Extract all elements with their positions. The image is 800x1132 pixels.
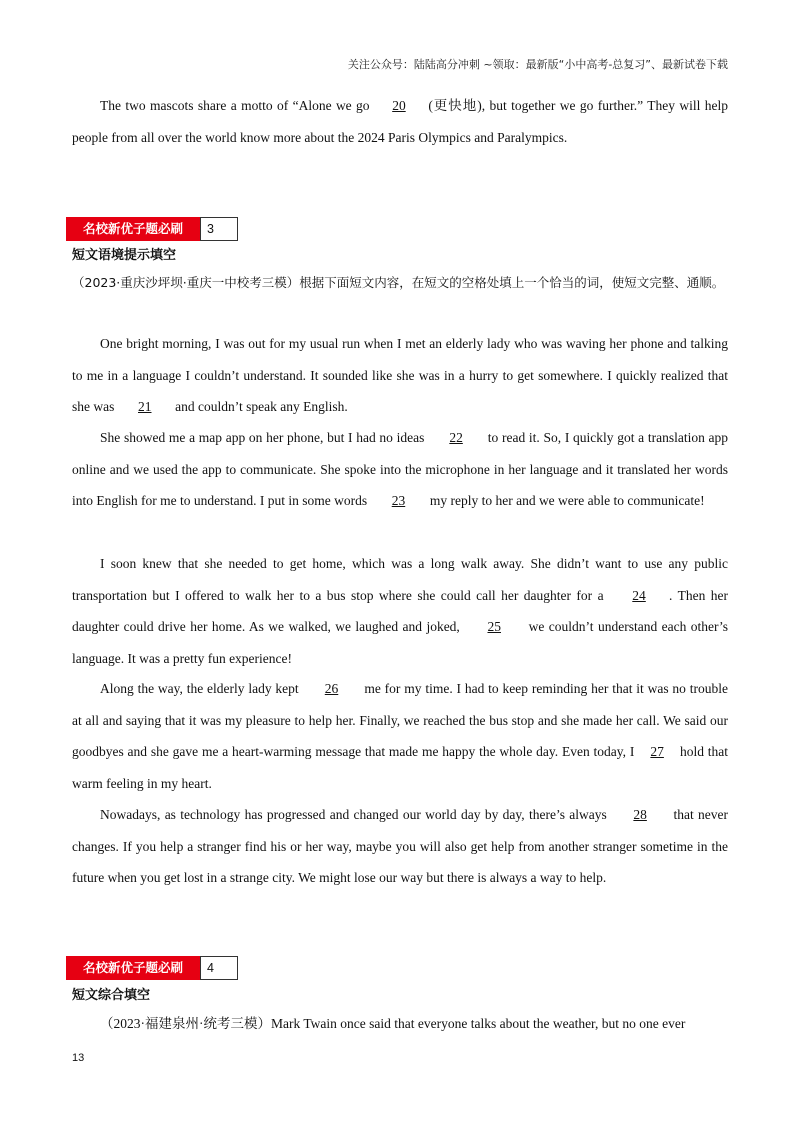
- passage-paragraph-3: [72, 548, 728, 674]
- section-tag-4: [66, 956, 238, 980]
- blank-26[interactable]: 26: [324, 681, 339, 696]
- blank-22[interactable]: 22: [449, 430, 463, 445]
- blank-24[interactable]: 24: [632, 587, 646, 603]
- text-segment: . Then her daughter could drive her home. As we walked, we laughed and joked,: [72, 587, 728, 635]
- text-segment: me for my time. I had to keep reminding her that it was no trouble at all and saying that it was my pleasure to help her. Finally, we reached the bus stop and she made her call. We said our goodbyes and she gave me a heart-warming message that made me happy the whole day. Even today, I: [72, 681, 729, 760]
- text-segment: and couldn’t speak any English.: [175, 399, 348, 415]
- text-segment: She showed me a map app on her phone, but I had no ideas: [100, 430, 425, 445]
- passage-paragraph-2: [72, 422, 728, 517]
- text-segment: (更快地), but together we go further.” They will help people from all over the world know more about the 2024 Paris Olympics and Paralympics.: [72, 98, 728, 145]
- section-tag-label: 名校新优子题必刷: [66, 956, 200, 980]
- blank-25[interactable]: 25: [487, 619, 501, 635]
- passage-paragraph-4: [72, 673, 728, 799]
- section-title: 短文语境提示填空: [72, 248, 177, 263]
- passage-paragraph-1: [72, 328, 728, 423]
- text-segment: Nowadays, as technology has progressed and changed our world day by day, there’s always: [100, 807, 607, 822]
- blank-20[interactable]: 20: [392, 98, 406, 113]
- text-segment: that never changes. If you help a stranger find his or her way, maybe you will also get help from another stranger sometime in the future when you get lost in a strange city. We might lose our way but there is always a way to help.: [72, 807, 729, 886]
- section-4-intro: （2023·福建泉州·统考三模）Mark Twain once said that everyone talks about the weather, but no one ever: [100, 1016, 686, 1031]
- section-tag-number: 4: [200, 956, 238, 980]
- blank-28[interactable]: 28: [633, 807, 647, 822]
- text-segment: I soon knew that she needed to get home, which was a long walk away. She didn’t want to use any public transportation but I offered to walk her to a bus stop where she could call her daughter for a: [72, 556, 728, 603]
- text-segment: to read it. So, I quickly got a translation app online and we used the app to communicate. She spoke into the microphone in her language and it translated her words into English for me to understand. I put in some words: [72, 430, 729, 509]
- text-segment: The two mascots share a motto of “Alone we go: [100, 98, 370, 113]
- page-header: 关注公众号：陆陆高分冲刺 ~领取：最新版“小中高考-总复习”、最新试卷下载: [347, 58, 728, 71]
- text-segment: One bright morning, I was out for my usual run when I met an elderly lady who was waving her phone and talking to me in a language I couldn’t understand. It sounded like she was in a hurry to get somewhere. I quickly realized that she was: [72, 336, 728, 415]
- top-paragraph: [72, 90, 728, 153]
- blank-21[interactable]: 21: [138, 399, 152, 415]
- text-segment: we couldn’t understand each other’s language. It was a pretty fun experience!: [72, 619, 729, 666]
- section-intro: （2023·重庆沙坪坝·重庆一中校考三模）根据下面短文内容，在短文的空格处填上一个恰当的词，使短文完整、通顺。: [72, 275, 725, 290]
- passage-paragraph-5: [72, 799, 728, 894]
- text-segment: my reply to her and we were able to communicate!: [429, 493, 705, 509]
- section-tag-3: [66, 217, 238, 241]
- text-segment: Along the way, the elderly lady kept: [100, 681, 299, 696]
- section-title: 短文综合填空: [72, 988, 151, 1003]
- section-tag-label: 名校新优子题必刷: [66, 217, 200, 241]
- text-segment: hold that warm feeling in my heart.: [72, 744, 729, 791]
- page-number: 13: [72, 1052, 85, 1064]
- blank-27[interactable]: 27: [650, 744, 664, 760]
- blank-23[interactable]: 23: [391, 493, 406, 509]
- section-tag-number: 3: [200, 217, 238, 241]
